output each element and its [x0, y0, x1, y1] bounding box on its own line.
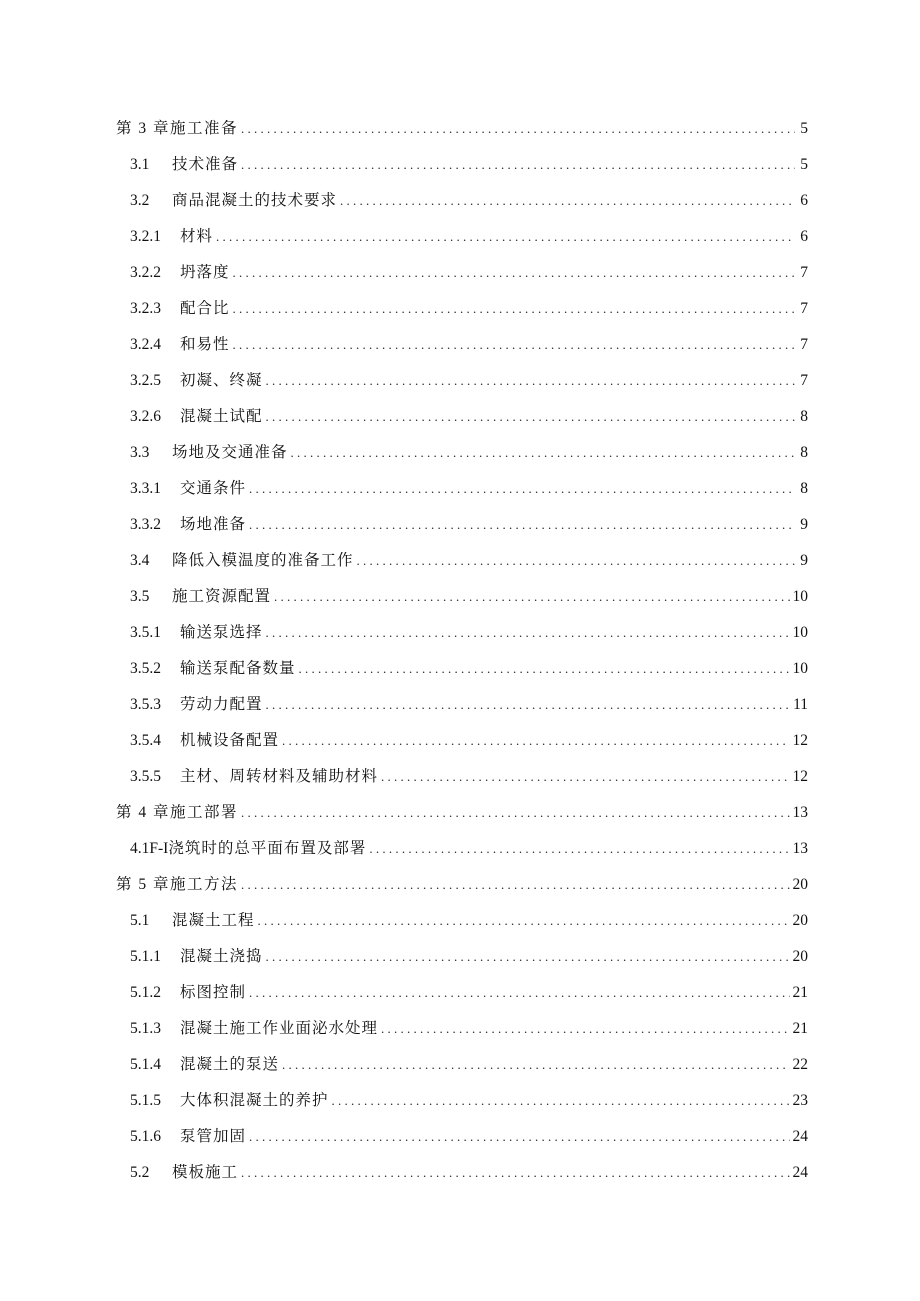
toc-page-number: 24	[792, 1164, 808, 1181]
toc-dot-leader	[241, 873, 789, 897]
toc-entry[interactable]	[116, 729, 808, 765]
toc-entry[interactable]	[116, 153, 808, 189]
toc-page-number: 13	[792, 840, 808, 857]
toc-section-title: 场地及交通准备	[172, 444, 288, 461]
toc-dot-leader	[233, 333, 795, 357]
toc-page-number: 8	[800, 408, 808, 425]
toc-section-number: 5.1.5	[130, 1092, 161, 1109]
toc-page-number: 10	[792, 588, 808, 605]
toc-entry-text	[130, 441, 288, 465]
toc-section-title: 初凝、终凝	[180, 372, 263, 389]
toc-dot-leader	[241, 153, 795, 177]
toc-section-number: 3.5	[130, 588, 150, 605]
toc-entry[interactable]	[116, 225, 808, 261]
toc-section-number: 5.2	[130, 1164, 150, 1181]
toc-page-number: 6	[800, 192, 808, 209]
toc-page-number: 22	[792, 1056, 808, 1073]
toc-entry-text	[130, 729, 279, 753]
toc-dot-leader	[266, 945, 790, 969]
toc-page-number: 13	[792, 804, 808, 821]
toc-entry-text	[130, 981, 246, 1005]
toc-entry-text	[130, 765, 378, 789]
toc-section-number: 3.2.5	[130, 372, 161, 389]
toc-entry[interactable]	[116, 261, 808, 297]
toc-chapter-title: 第 5 章施工方法	[116, 876, 239, 893]
toc-entry[interactable]	[116, 837, 808, 873]
toc-entry[interactable]	[116, 405, 808, 441]
toc-section-title: 混凝土浇捣	[180, 948, 263, 965]
toc-section-title: 标图控制	[180, 984, 247, 1001]
toc-entry[interactable]	[116, 1053, 808, 1089]
toc-page-number: 11	[793, 696, 808, 713]
toc-page-number: 5	[800, 120, 808, 137]
toc-section-title: 降低入模温度的准备工作	[172, 552, 354, 569]
toc-section-number: 3.5.1	[130, 624, 161, 641]
toc-entry[interactable]	[116, 585, 808, 621]
toc-entry[interactable]	[116, 981, 808, 1017]
toc-dot-leader	[291, 441, 795, 465]
toc-entry-text	[130, 693, 263, 717]
toc-entry-text	[130, 657, 296, 681]
toc-section-number: 3.3	[130, 444, 150, 461]
toc-dot-leader	[241, 801, 789, 825]
toc-entry[interactable]	[116, 945, 808, 981]
toc-dot-leader	[249, 1125, 789, 1149]
toc-entry[interactable]	[116, 333, 808, 369]
toc-page-number: 9	[800, 516, 808, 533]
toc-section-title: 技术准备	[172, 156, 239, 173]
toc-page-number: 7	[800, 264, 808, 281]
toc-entry[interactable]	[116, 369, 808, 405]
toc-entry-text	[130, 585, 271, 609]
toc-page-number: 9	[800, 552, 808, 569]
toc-entry[interactable]	[116, 873, 808, 909]
toc-entry-text	[130, 621, 263, 645]
toc-section-number: 4.1F-I	[130, 840, 169, 857]
toc-section-title: 配合比	[180, 300, 230, 317]
toc-section-number: 3.3.1	[130, 480, 161, 497]
toc-page-number: 24	[792, 1128, 808, 1145]
toc-section-title: 机械设备配置	[180, 732, 280, 749]
toc-entry[interactable]	[116, 693, 808, 729]
toc-entry[interactable]	[116, 117, 808, 153]
toc-dot-leader	[266, 405, 795, 429]
toc-section-number: 3.2.6	[130, 408, 161, 425]
toc-dot-leader	[233, 297, 795, 321]
toc-entry-text	[130, 405, 263, 429]
toc-dot-leader	[233, 261, 795, 285]
toc-section-title: 浇筑时的总平面布置及部署	[168, 840, 367, 857]
toc-entry-text	[130, 189, 337, 213]
toc-section-number: 3.4	[130, 552, 150, 569]
toc-entry[interactable]	[116, 513, 808, 549]
toc-entry[interactable]	[116, 909, 808, 945]
toc-section-number: 5.1	[130, 912, 150, 929]
toc-page-number: 7	[800, 372, 808, 389]
toc-dot-leader	[299, 657, 790, 681]
toc-section-title: 商品混凝土的技术要求	[172, 192, 338, 209]
toc-dot-leader	[266, 369, 795, 393]
toc-section-number: 5.1.6	[130, 1128, 161, 1145]
toc-entry-text	[130, 909, 255, 933]
toc-dot-leader	[282, 1053, 789, 1077]
toc-section-number: 5.1.1	[130, 948, 161, 965]
toc-section-number: 5.1.4	[130, 1056, 161, 1073]
toc-entry[interactable]	[116, 1017, 808, 1053]
toc-page-number: 10	[792, 624, 808, 641]
toc-section-number: 5.1.3	[130, 1020, 161, 1037]
toc-dot-leader	[369, 837, 789, 861]
toc-dot-leader	[282, 729, 789, 753]
toc-section-number: 3.2.4	[130, 336, 161, 353]
toc-entry-text	[130, 1125, 246, 1149]
toc-entry-text	[130, 549, 354, 573]
toc-entry[interactable]	[116, 549, 808, 585]
toc-entry[interactable]	[116, 657, 808, 693]
table-of-contents	[116, 117, 808, 1197]
toc-dot-leader	[266, 621, 790, 645]
toc-entry[interactable]	[116, 441, 808, 477]
toc-entry-text	[130, 1089, 329, 1113]
toc-section-number: 3.2.2	[130, 264, 161, 281]
toc-page-number: 12	[792, 732, 808, 749]
toc-section-title: 模板施工	[172, 1164, 239, 1181]
toc-entry[interactable]	[116, 297, 808, 333]
toc-page-number: 20	[792, 912, 808, 929]
toc-page-number: 20	[792, 876, 808, 893]
toc-section-title: 材料	[180, 228, 214, 245]
toc-dot-leader	[357, 549, 795, 573]
toc-entry-text	[130, 369, 263, 393]
toc-dot-leader	[266, 693, 791, 717]
toc-section-title: 施工资源配置	[172, 588, 272, 605]
toc-dot-leader	[241, 117, 795, 141]
toc-entry[interactable]	[116, 1161, 808, 1197]
toc-section-title: 大体积混凝土的养护	[180, 1092, 329, 1109]
toc-chapter-title: 第 4 章施工部署	[116, 804, 239, 821]
toc-chapter-title: 第 3 章施工准备	[116, 120, 239, 137]
toc-entry-text	[130, 513, 246, 537]
toc-section-number: 3.5.3	[130, 696, 161, 713]
toc-entry-text	[130, 1053, 279, 1077]
toc-section-number: 3.2.1	[130, 228, 161, 245]
toc-dot-leader	[258, 909, 790, 933]
toc-section-title: 坍落度	[180, 264, 230, 281]
toc-dot-leader	[249, 477, 795, 501]
toc-page-number: 8	[800, 444, 808, 461]
toc-entry-text	[130, 333, 230, 357]
toc-dot-leader	[274, 585, 789, 609]
toc-page-number: 10	[792, 660, 808, 677]
toc-dot-leader	[340, 189, 795, 213]
toc-page-number: 21	[792, 1020, 808, 1037]
toc-page-number: 8	[800, 480, 808, 497]
toc-section-title: 输送泵选择	[180, 624, 263, 641]
toc-entry-text	[130, 153, 238, 177]
toc-entry-text	[130, 837, 366, 861]
toc-section-title: 泵管加固	[180, 1128, 247, 1145]
toc-entry-text	[130, 261, 230, 285]
toc-page-number: 20	[792, 948, 808, 965]
toc-entry[interactable]	[116, 477, 808, 513]
toc-entry-text	[116, 801, 238, 825]
toc-section-title: 和易性	[180, 336, 230, 353]
toc-dot-leader	[332, 1089, 790, 1113]
toc-section-title: 输送泵配备数量	[180, 660, 296, 677]
toc-dot-leader	[241, 1161, 789, 1185]
toc-section-title: 混凝土工程	[172, 912, 255, 929]
toc-section-title: 主材、周转材料及辅助材料	[180, 768, 379, 785]
toc-section-number: 5.1.2	[130, 984, 161, 1001]
toc-section-number: 3.2.3	[130, 300, 161, 317]
toc-section-number: 3.2	[130, 192, 150, 209]
toc-entry-text	[116, 873, 238, 897]
toc-dot-leader	[381, 765, 789, 789]
toc-section-number: 3.1	[130, 156, 150, 173]
toc-entry[interactable]	[116, 1125, 808, 1161]
toc-section-number: 3.5.2	[130, 660, 161, 677]
toc-entry-text	[130, 297, 230, 321]
toc-section-title: 混凝土施工作业面泌水处理	[180, 1020, 379, 1037]
toc-entry-text	[130, 477, 246, 501]
toc-section-number: 3.3.2	[130, 516, 161, 533]
toc-dot-leader	[381, 1017, 789, 1041]
toc-section-title: 混凝土试配	[180, 408, 263, 425]
toc-page-number: 23	[792, 1092, 808, 1109]
toc-entry-text	[130, 1017, 378, 1041]
toc-entry[interactable]	[116, 1089, 808, 1125]
toc-page-number: 12	[792, 768, 808, 785]
toc-page-number: 5	[800, 156, 808, 173]
toc-section-title: 劳动力配置	[180, 696, 263, 713]
toc-dot-leader	[249, 981, 789, 1005]
toc-section-title: 混凝土的泵送	[180, 1056, 280, 1073]
toc-dot-leader	[249, 513, 795, 537]
toc-entry-text	[116, 117, 238, 141]
toc-entry[interactable]	[116, 189, 808, 225]
toc-dot-leader	[216, 225, 795, 249]
toc-page-number: 7	[800, 336, 808, 353]
toc-section-title: 交通条件	[180, 480, 247, 497]
toc-entry[interactable]	[116, 621, 808, 657]
toc-entry-text	[130, 1161, 238, 1185]
toc-entry[interactable]	[116, 765, 808, 801]
toc-entry-text	[130, 225, 213, 249]
toc-section-number: 3.5.5	[130, 768, 161, 785]
toc-page-number: 6	[800, 228, 808, 245]
toc-entry[interactable]	[116, 801, 808, 837]
toc-entry-text	[130, 945, 263, 969]
toc-page-number: 7	[800, 300, 808, 317]
toc-section-number: 3.5.4	[130, 732, 161, 749]
toc-section-title: 场地准备	[180, 516, 247, 533]
toc-page-number: 21	[792, 984, 808, 1001]
